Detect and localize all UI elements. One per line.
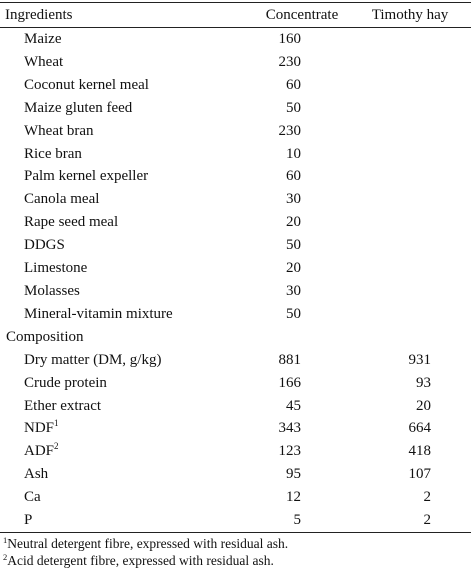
concentrate-value: 30 bbox=[286, 191, 301, 208]
footnote-text: Neutral detergent fibre, expressed with residual ash. bbox=[7, 535, 289, 551]
row-label-text: P bbox=[24, 512, 33, 529]
row-label bbox=[0, 372, 245, 395]
concentrate-value: 230 bbox=[278, 122, 301, 139]
timothy-hay-value bbox=[345, 51, 471, 74]
timothy-hay-value: 664 bbox=[408, 420, 431, 437]
concentrate-value: 160 bbox=[278, 31, 301, 47]
row-label bbox=[0, 440, 245, 463]
concentrate-value: 343 bbox=[278, 420, 301, 437]
header-timothy-hay: Timothy hay bbox=[371, 7, 449, 23]
row-label bbox=[0, 349, 245, 372]
row-label-text: Maize bbox=[24, 31, 62, 47]
timothy-hay-value bbox=[345, 188, 471, 211]
table-row bbox=[0, 51, 471, 74]
footnote-marker: 1 bbox=[54, 418, 59, 429]
row-label bbox=[0, 257, 245, 280]
timothy-hay-value bbox=[345, 74, 471, 97]
timothy-hay-value: 2 bbox=[423, 489, 431, 506]
table-row bbox=[0, 143, 471, 166]
table-row bbox=[0, 280, 471, 303]
table-row bbox=[0, 211, 471, 234]
concentrate-value: 12 bbox=[286, 489, 301, 506]
table-row bbox=[0, 120, 471, 143]
row-label bbox=[0, 143, 245, 166]
table-row bbox=[0, 395, 471, 418]
row-label bbox=[0, 97, 245, 120]
timothy-hay-value bbox=[345, 234, 471, 257]
row-label bbox=[0, 28, 245, 51]
timothy-hay-value bbox=[345, 28, 471, 51]
concentrate-value: 50 bbox=[286, 99, 301, 116]
concentrate-value: 123 bbox=[278, 443, 301, 460]
table-row bbox=[0, 463, 471, 486]
concentrate-value: 30 bbox=[286, 282, 301, 299]
timothy-hay-value: 93 bbox=[416, 374, 431, 391]
table-row bbox=[0, 74, 471, 97]
concentrate-value: 60 bbox=[286, 76, 301, 93]
footnote-mark: 2 bbox=[3, 551, 8, 562]
section-label-composition: Composition bbox=[6, 328, 84, 345]
row-label-text: Ca bbox=[24, 489, 41, 506]
header-concentrate: Concentrate bbox=[265, 7, 339, 23]
concentrate-value: 20 bbox=[286, 260, 301, 277]
row-label-text: Rape seed meal bbox=[24, 214, 119, 231]
timothy-hay-value: 931 bbox=[408, 351, 431, 368]
table-row bbox=[0, 165, 471, 188]
feed-composition-table bbox=[0, 2, 471, 533]
row-label bbox=[0, 280, 245, 303]
timothy-hay-value bbox=[345, 257, 471, 280]
row-label bbox=[0, 303, 245, 326]
table-row bbox=[0, 257, 471, 280]
concentrate-value: 881 bbox=[278, 351, 301, 368]
row-label-text: Coconut kernel meal bbox=[24, 76, 149, 93]
row-label-text: Maize gluten feed bbox=[24, 99, 133, 116]
footnote bbox=[3, 535, 471, 552]
footnote-text: Acid detergent fibre, expressed with residual ash. bbox=[7, 552, 274, 568]
table-row bbox=[0, 372, 471, 395]
row-label bbox=[0, 234, 245, 257]
footnotes bbox=[0, 535, 471, 569]
timothy-hay-value: 418 bbox=[408, 443, 431, 460]
concentrate-value: 20 bbox=[286, 214, 301, 231]
section-row-composition bbox=[0, 326, 471, 349]
row-label-text: Dry matter (DM, g/kg) bbox=[24, 351, 162, 368]
footnote bbox=[3, 552, 471, 569]
timothy-hay-value: 20 bbox=[416, 397, 431, 414]
concentrate-value: 50 bbox=[286, 237, 301, 254]
row-label-text: Molasses bbox=[24, 282, 80, 299]
row-label-text: ADF bbox=[24, 443, 55, 460]
timothy-hay-value bbox=[345, 165, 471, 188]
timothy-hay-value bbox=[345, 211, 471, 234]
row-label bbox=[0, 417, 245, 440]
concentrate-value: 45 bbox=[286, 397, 301, 414]
concentrate-value: 166 bbox=[278, 374, 301, 391]
concentrate-value: 5 bbox=[293, 512, 301, 529]
timothy-hay-value bbox=[345, 143, 471, 166]
row-label-text: Rice bran bbox=[24, 145, 82, 162]
concentrate-value: 10 bbox=[286, 145, 301, 162]
table-row bbox=[0, 349, 471, 372]
table-row bbox=[0, 440, 471, 463]
row-label bbox=[0, 486, 245, 509]
timothy-hay-value bbox=[345, 97, 471, 120]
row-label bbox=[0, 509, 245, 532]
row-label bbox=[0, 51, 245, 74]
footnote-marker: 2 bbox=[54, 441, 59, 452]
concentrate-value: 95 bbox=[286, 466, 301, 483]
row-label bbox=[0, 74, 245, 97]
table-row bbox=[0, 97, 471, 120]
timothy-hay-value bbox=[345, 120, 471, 143]
timothy-hay-value bbox=[345, 303, 471, 326]
row-label-text: Wheat bbox=[24, 53, 64, 70]
row-label bbox=[0, 395, 245, 418]
row-label-text: Mineral-vitamin mixture bbox=[24, 305, 173, 322]
table-row bbox=[0, 28, 471, 51]
table-row bbox=[0, 486, 471, 509]
row-label-text: Limestone bbox=[24, 260, 88, 277]
row-label bbox=[0, 463, 245, 486]
table-row bbox=[0, 417, 471, 440]
table-row bbox=[0, 188, 471, 211]
footnote-mark: 1 bbox=[3, 534, 8, 545]
table-body bbox=[0, 28, 471, 533]
row-label bbox=[0, 120, 245, 143]
concentrate-value: 60 bbox=[286, 168, 301, 185]
concentrate-value: 230 bbox=[278, 53, 301, 70]
table-row bbox=[0, 303, 471, 326]
header-ingredients: Ingredients bbox=[5, 7, 73, 23]
timothy-hay-value: 2 bbox=[423, 512, 431, 529]
timothy-hay-value: 107 bbox=[408, 466, 431, 483]
row-label-text: Ether extract bbox=[24, 397, 102, 414]
concentrate-value: 50 bbox=[286, 305, 301, 322]
row-label-text: Crude protein bbox=[24, 374, 107, 391]
table-row bbox=[0, 234, 471, 257]
row-label bbox=[0, 188, 245, 211]
table-header-row bbox=[0, 3, 471, 28]
row-label-text: Canola meal bbox=[24, 191, 100, 208]
timothy-hay-value bbox=[345, 280, 471, 303]
row-label bbox=[0, 165, 245, 188]
row-label bbox=[0, 211, 245, 234]
row-label-text: NDF bbox=[24, 420, 55, 437]
row-label-text: Wheat bran bbox=[24, 122, 94, 139]
row-label-text: Palm kernel expeller bbox=[24, 168, 149, 185]
row-label-text: DDGS bbox=[24, 237, 65, 254]
row-label-text: Ash bbox=[24, 466, 49, 483]
table-row bbox=[0, 509, 471, 532]
